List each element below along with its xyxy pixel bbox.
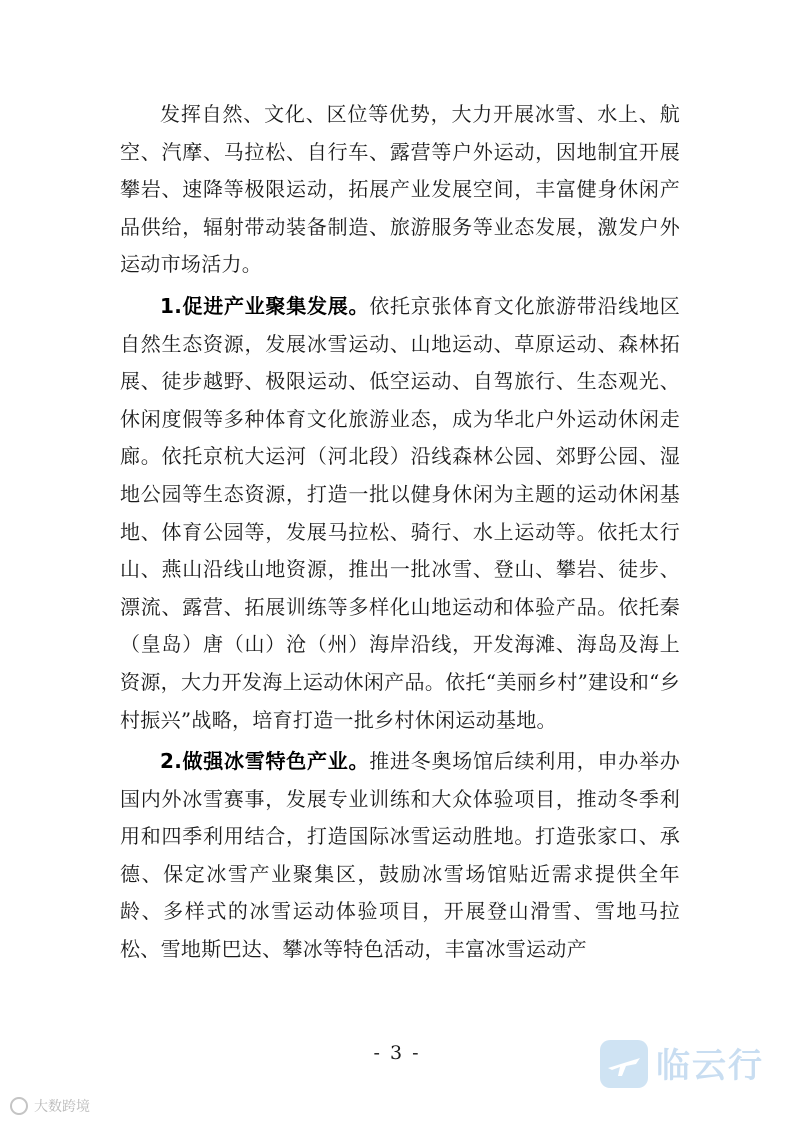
watermark-brand: 临云行 xyxy=(656,1046,764,1086)
section-1-body: 依托京张体育文化旅游带沿线地区自然生态资源，发展冰雪运动、山地运动、草原运动、森林拓展、徒步越野、极限运动、低空运动、自驾旅行、生态观光、休闲度假等多种体育文化旅游业态，成为华北户外运动休闲走廊。依托京杭大运河（河北段）沿线森林公园、郊野公园、湿地公园等生态资源，打造一批以健身休闲为主题的运动休闲基地、体育公园等，发展马拉松、骑行、水上运动等。依托太行山、燕山沿线山地资源，推出一批冰雪、登山、攀岩、徒步、漂流、露营、拓展训练等多样化山地运动和体验产品。依托秦（皇岛）唐（山）沧（州）海岸沿线，开发海滩、海岛及海上资源，大力开发海上运动休闲产品。依托“美丽乡村”建设和“乡村振兴”战略，培育打造一批乡村休闲运动基地。 xyxy=(120,293,680,732)
document-body xyxy=(120,96,680,969)
section-2-paragraph xyxy=(120,743,680,969)
section-1-paragraph xyxy=(120,288,680,739)
watermark-left xyxy=(10,1096,90,1116)
intro-paragraph: 发挥自然、文化、区位等优势，大力开展冰雪、水上、航空、汽摩、马拉松、自行车、露营等户外运动，因地制宜开展攀岩、速降等极限运动，拓展产业发展空间，丰富健身休闲产品供给，辐射带动装备制造、旅游服务等业态发展，激发户外运动市场活力。 xyxy=(120,102,680,277)
watermark-logo-icon xyxy=(10,1097,28,1115)
watermark-right xyxy=(596,1030,776,1100)
section-2-body: 推进冬奥场馆后续利用，申办举办国内外冰雪赛事，发展专业训练和大众体验项目，推动冬季利用和四季利用结合，打造国际冰雪运动胜地。打造张家口、承德、保定冰雪产业聚集区，鼓励冰雪场馆贴近需求提供全年龄、多样式的冰雪运动体验项目，开展登山滑雪、雪地马拉松、雪地斯巴达、攀冰等特色活动，丰富冰雪运动产 xyxy=(120,749,680,962)
section-2-heading: 2.做强冰雪特色产业。 xyxy=(160,749,370,774)
watermark-left-text: 大数跨境 xyxy=(34,1099,90,1115)
section-1-heading: 1.促进产业聚集发展。 xyxy=(160,293,370,318)
page-number: - 3 - xyxy=(373,1042,421,1064)
